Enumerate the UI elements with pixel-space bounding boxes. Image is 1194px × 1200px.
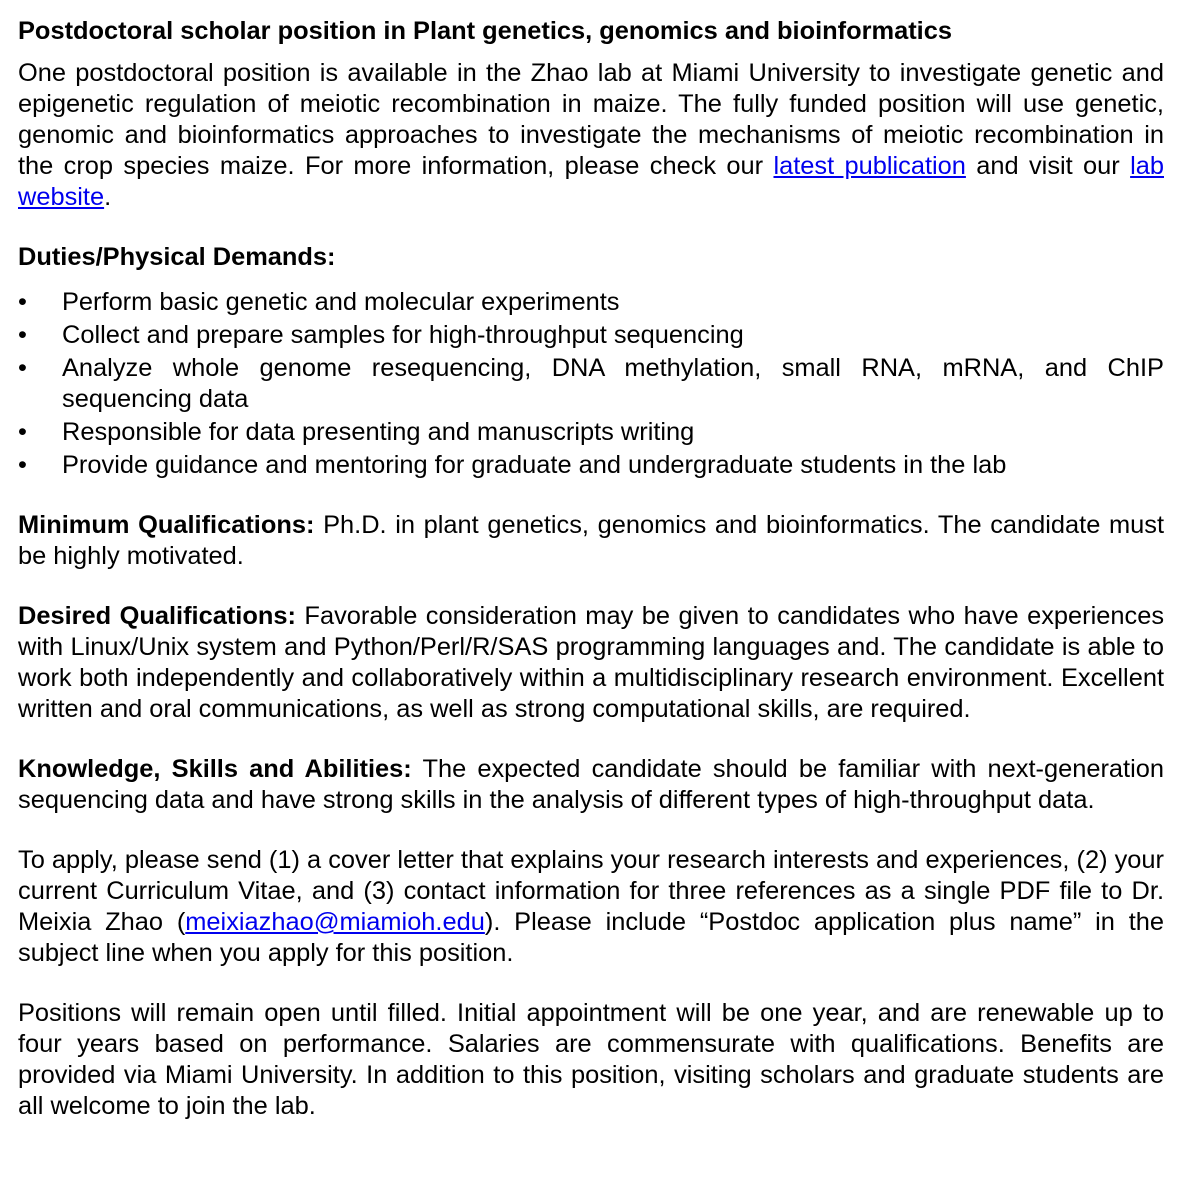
closing-paragraph: Positions will remain open until filled. Initial appointment will be one year, and are renewable up to four years based on performance. Salaries are commensurate with qualifications. Benefits are provided via Miami University. In addition to this position, visiting scholars and graduate students are all welcome to join the lab. [18, 999, 1164, 1120]
latest-publication-link[interactable]: latest publication [773, 152, 966, 180]
list-item [18, 353, 1164, 415]
bullet-icon: • [18, 321, 27, 349]
duty-text: Responsible for data presenting and manuscripts writing [62, 418, 695, 446]
duties-list [18, 287, 1164, 481]
list-item [18, 320, 1164, 351]
page-title: Postdoctoral scholar position in Plant genetics, genomics and bioinformatics [18, 17, 952, 45]
apply-text-end: ). Please include “Postdoc application plus name” in the subject line when you apply for this position. [18, 908, 1164, 967]
desired-qualifications-paragraph [18, 601, 1164, 725]
bullet-icon: • [18, 354, 27, 382]
intro-text-start: One postdoctoral position is available in the Zhao lab at Miami University to investigate genetic and epigenetic regulation of meiotic recombination in maize. The fully funded position will use genetic, genomic and bioinformatics approaches to investigate the mechanisms of meiotic recombination in the crop species maize. For more information, please check our [18, 59, 1164, 180]
ksa-text: The expected candidate should be familiar with next-generation sequencing data and have strong skills in the analysis of different types of high-throughput data. [18, 755, 1164, 814]
apply-paragraph [18, 845, 1164, 969]
bullet-icon: • [18, 418, 27, 446]
bullet-icon: • [18, 288, 27, 316]
intro-paragraph [18, 58, 1164, 213]
intro-text-middle: and visit our [965, 152, 1131, 180]
intro-text-end: . [104, 183, 112, 211]
duty-text: Collect and prepare samples for high-throughput sequencing [62, 321, 744, 349]
document-page [18, 14, 1164, 1122]
minimum-qualifications-paragraph [18, 510, 1164, 572]
list-item [18, 450, 1164, 481]
desired-qualifications-text: Favorable consideration may be given to candidates who have experiences with Linux/Unix system and Python/Perl/R/SAS programming languages and. The candidate is able to work both independently and collaboratively within a multidisciplinary research environment. Excellent written and oral communications, as well as strong computational skills, are required. [18, 602, 1165, 723]
ksa-paragraph [18, 754, 1164, 816]
duty-text: Provide guidance and mentoring for graduate and undergraduate students in the lab [62, 451, 1007, 479]
list-item [18, 287, 1164, 318]
minimum-qualifications-text: Ph.D. in plant genetics, genomics and bioinformatics. The candidate must be highly motivated. [18, 511, 1164, 570]
apply-text-start: To apply, please send (1) a cover letter that explains your research interests and experiences, (2) your current Curriculum Vitae, and (3) contact information for three references as a single PDF file to Dr. Meixia Zhao ( [18, 846, 1164, 936]
desired-qualifications-label: Desired Qualifications: [18, 602, 296, 630]
duty-text: Analyze whole genome resequencing, DNA methylation, small RNA, mRNA, and ChIP sequencing data [62, 354, 1164, 413]
duties-heading: Duties/Physical Demands: [18, 243, 336, 271]
email-link[interactable]: meixiazhao@miamioh.edu [185, 908, 485, 936]
ksa-label: Knowledge, Skills and Abilities: [18, 755, 412, 783]
duty-text: Perform basic genetic and molecular experiments [62, 288, 620, 316]
list-item [18, 417, 1164, 448]
minimum-qualifications-label: Minimum Qualifications: [18, 511, 315, 539]
bullet-icon: • [18, 451, 27, 479]
lab-website-link[interactable]: lab website [18, 152, 1164, 211]
